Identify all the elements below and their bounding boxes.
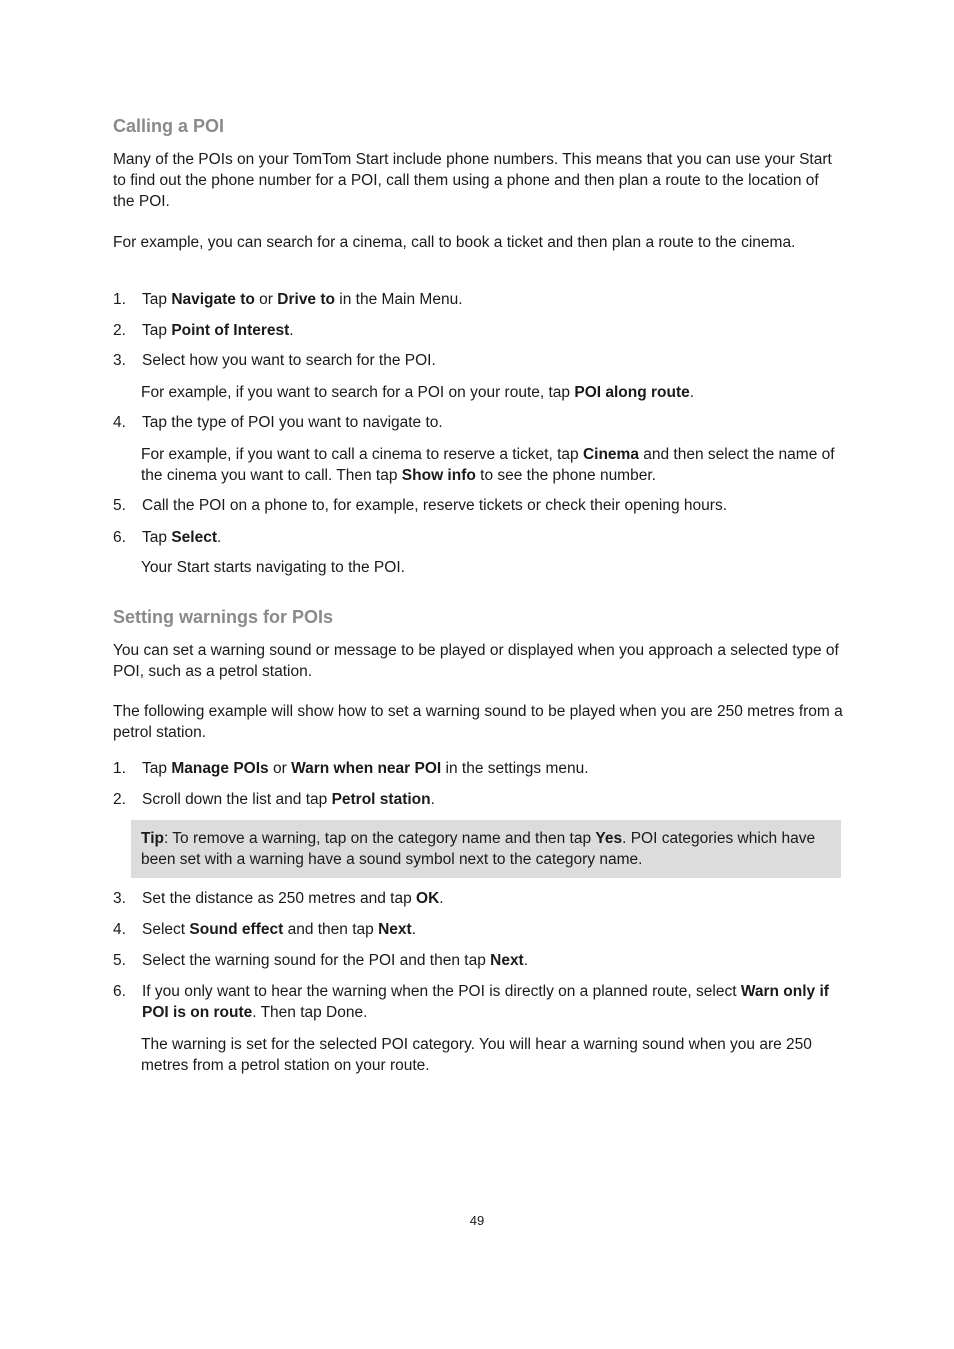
step-note: For example, if you want to call a cinema to reserve a ticket, tap Cinema and then select the name of the cinema you want to call. Then tap Show info to see the phone number.: [141, 446, 835, 484]
list-item: 2. Tap Point of Interest.: [113, 322, 294, 339]
paragraph-intro: You can set a warning sound or message to be played or displayed when you approach a selected type of POI, such as a petrol station.: [113, 642, 839, 680]
section-title-calling-poi: Calling a POI: [113, 116, 225, 136]
paragraph-example: For example, you can search for a cinema, call to book a ticket and then plan a route to the cinema.: [113, 234, 796, 251]
step-note: For example, if you want to search for a POI on your route, tap POI along route.: [141, 384, 695, 401]
list-item: 3. Set the distance as 250 metres and tap OK.: [113, 890, 444, 907]
step-note: Your Start starts navigating to the POI.: [141, 559, 405, 576]
list-item: 4. Select Sound effect and then tap Next.: [113, 921, 416, 938]
list-item: 1. Tap Manage POIs or Warn when near POI in the settings menu.: [113, 760, 589, 777]
list-item: 6. Tap Select.: [113, 529, 222, 546]
tip-box: Tip: To remove a warning, tap on the category name and then tap Yes. POI categories which have been set with a warning have a sound symbol next to the category name.: [131, 820, 841, 878]
paragraph-example: The following example will show how to set a warning sound to be played when you are 250 metres from a petrol station.: [113, 703, 843, 741]
list-item: 6. If you only want to hear the warning when the POI is directly on a planned route, select Warn only if POI is on route. Then tap Done.: [113, 983, 829, 1021]
section-title-setting-warnings: Setting warnings for POIs: [113, 607, 334, 627]
page-number: 49: [469, 1213, 485, 1228]
list-item: 2. Scroll down the list and tap Petrol station.: [113, 791, 435, 808]
list-item: 3. Select how you want to search for the POI.: [113, 352, 436, 369]
list-item: 5. Select the warning sound for the POI and then tap Next.: [113, 952, 529, 969]
list-item: 4. Tap the type of POI you want to navigate to.: [113, 414, 443, 431]
list-item: 1. Tap Navigate to or Drive to in the Main Menu.: [113, 291, 463, 308]
list-item: 5. Call the POI on a phone to, for example, reserve tickets or check their opening hours.: [113, 497, 728, 514]
step-note: The warning is set for the selected POI category. You will hear a warning sound when you are 250 metres from a petrol station on your route.: [141, 1036, 812, 1074]
paragraph-intro: Many of the POIs on your TomTom Start include phone numbers. This means that you can use your Start to find out the phone number for a POI, call them using a phone and then plan a route to the location of the POI.: [113, 151, 832, 210]
